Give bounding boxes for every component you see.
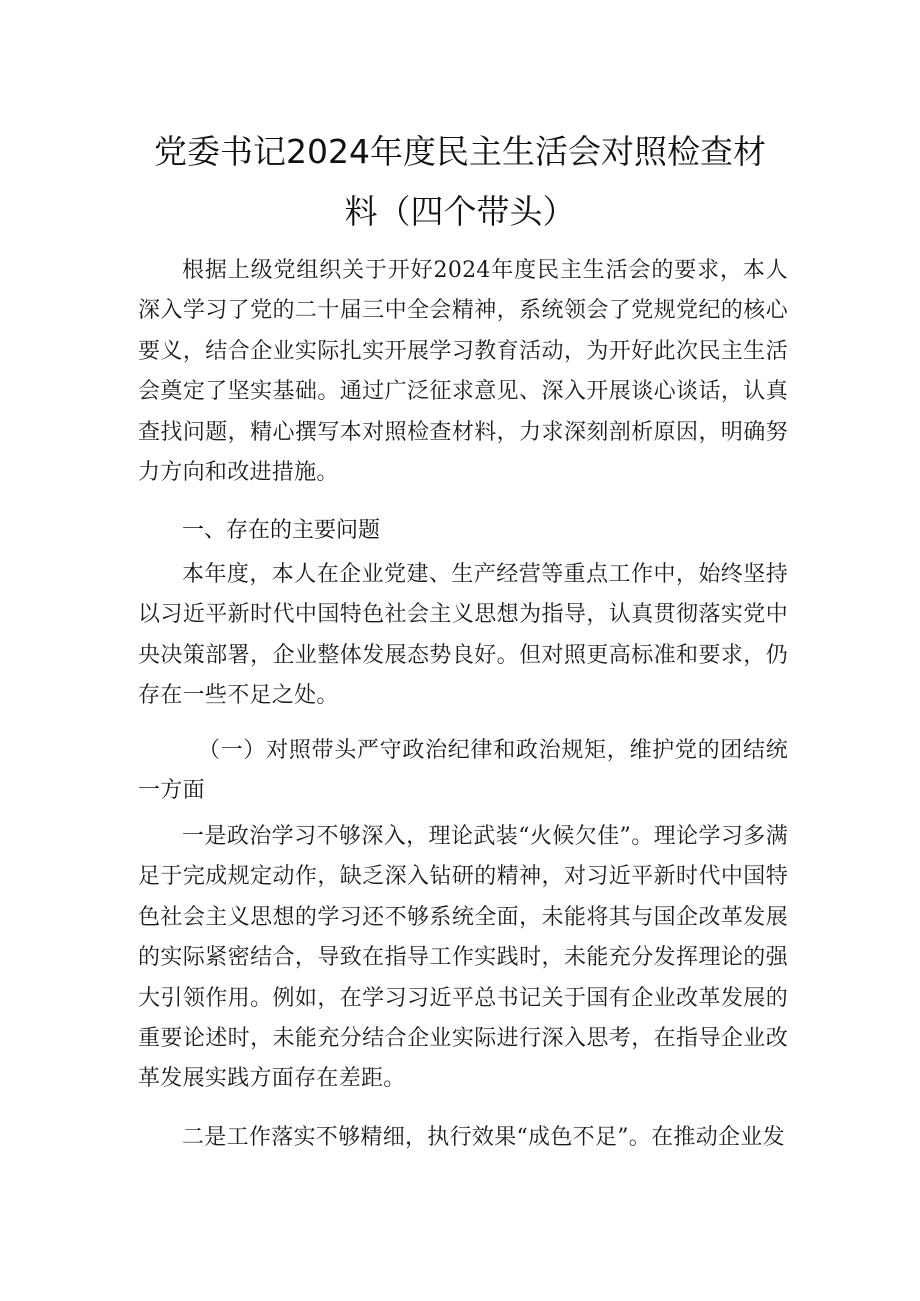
section-heading-main-problems: 一、存在的主要问题: [182, 518, 381, 543]
problem-paragraph-2: 二是工作落实不够精细，执行效果“成色不足”。在推动企业发: [182, 1125, 785, 1150]
intro-paragraph: 根据上级党组织关于开好2024年度民主生活会的要求，本人深入学习了党的二十届三中全会精神，系统领会了党规党纪的核心要义，结合企业实际扎实开展学习教育活动，为开好此次民主生活会奠定了坚实基础。通过广泛征求意见、深入开展谈心谈话，认真查找问题，精心撰写本对照检查材料，力求深刻剖析原因，明确努力方向和改进措施。: [138, 258, 788, 486]
document-title-line1: 党委书记2024年度民主生活会对照检查材: [154, 132, 766, 171]
overview-paragraph: 本年度，本人在企业党建、生产经营等重点工作中，始终坚持以习近平新时代中国特色社会主义思想为指导，认真贯彻落实党中央决策部署，企业整体发展态势良好。但对照更高标准和要求，仍存在一些不足之处。: [138, 562, 788, 709]
subsection-heading-political-discipline: （一）对照带头严守政治纪律和政治规矩，维护党的团结统一方面: [138, 738, 788, 804]
problem-paragraph-1: 一是政治学习不够深入，理论武装“火候欠佳”。理论学习多满足于完成规定动作，缺乏深入钻研的精神，对习近平新时代中国特色社会主义思想的学习还不够系统全面，未能将其与国企改革发展的实际紧密结合，导致在指导工作实践时，未能充分发挥理论的强大引领作用。例如，在学习习近平总书记关于国有企业改革发展的重要论述时，未能充分结合企业实际进行深入思考，在指导企业改革发展实践方面存在差距。: [138, 824, 788, 1092]
document-title-line2: 料（四个带头）: [344, 192, 576, 231]
